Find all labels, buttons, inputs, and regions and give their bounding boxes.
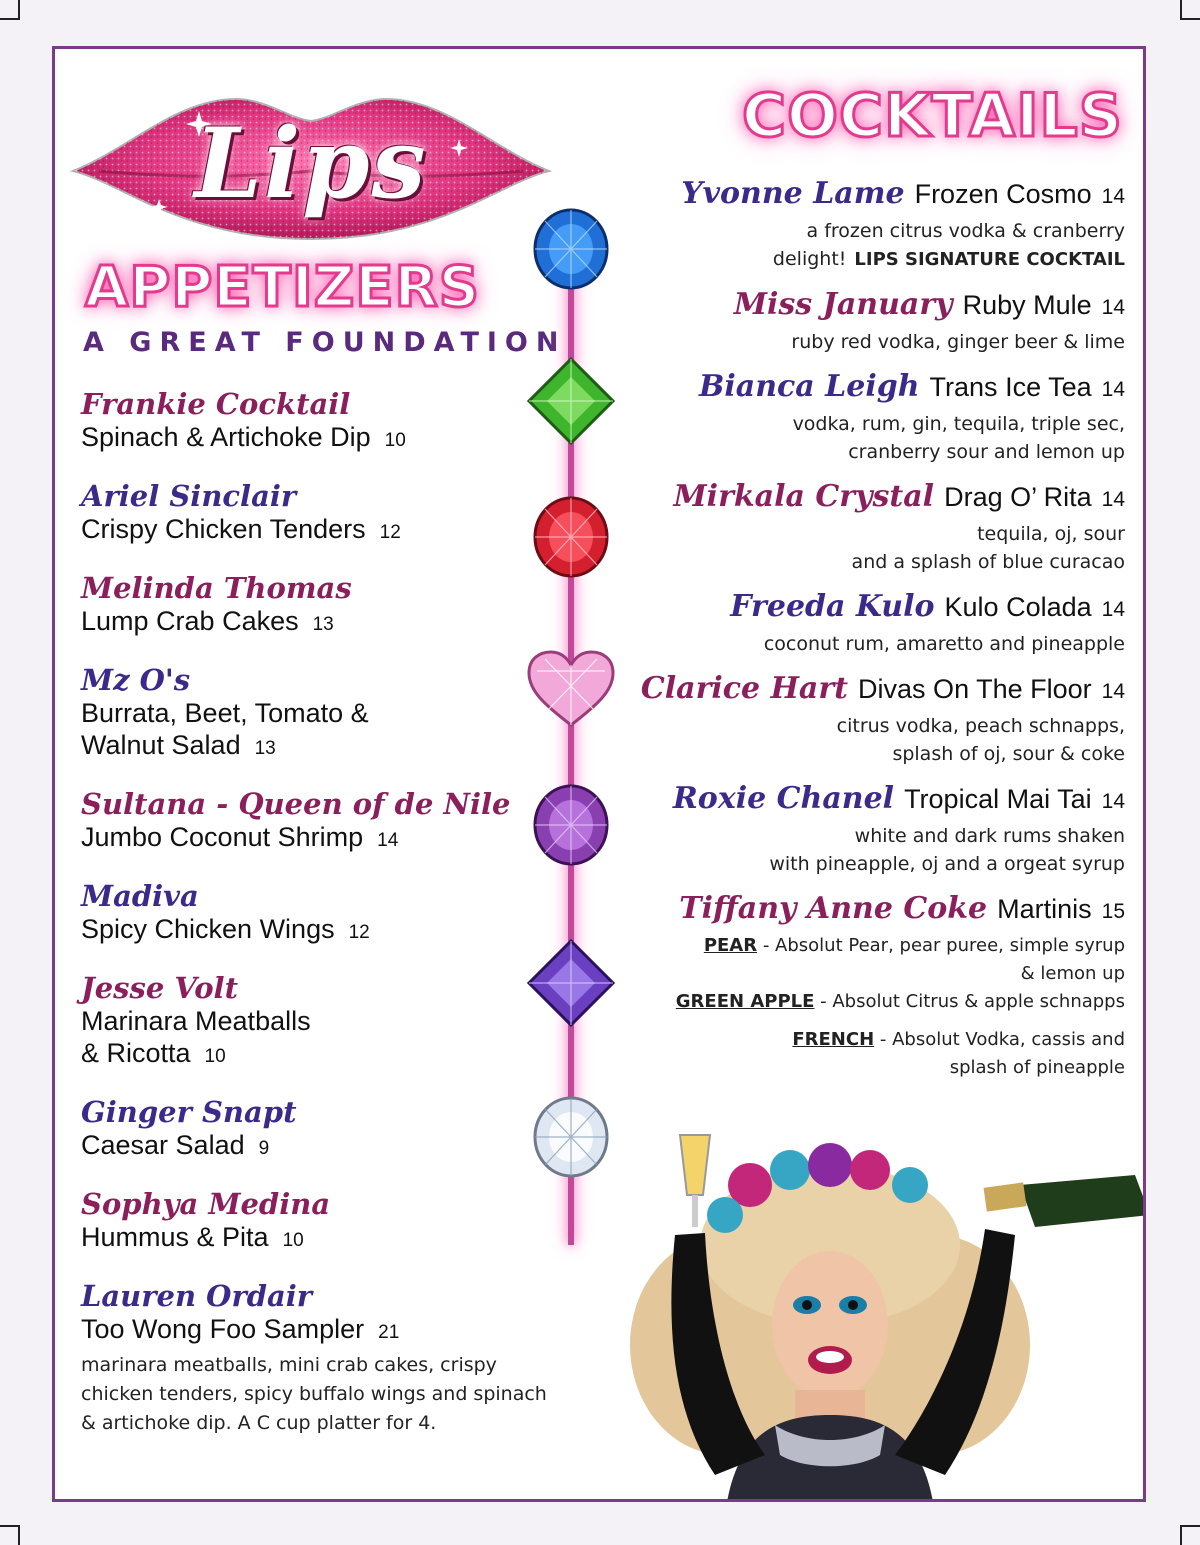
appetizers-list — [81, 387, 561, 1460]
drink-description: citrus vodka, peach schnapps, — [836, 715, 1125, 737]
cocktail-heading — [585, 780, 1125, 822]
dish-name — [81, 513, 561, 549]
drink-description: tequila, oj, sour — [977, 523, 1125, 545]
drink-price: 14 — [1101, 378, 1125, 401]
dish-price: 21 — [378, 1322, 400, 1343]
queen-name: Ginger Snapt — [81, 1095, 297, 1129]
drink-price: 14 — [1101, 680, 1125, 703]
cocktail-heading — [585, 478, 1125, 520]
cocktail-item — [585, 478, 1125, 576]
dish-price: 13 — [254, 738, 276, 759]
appetizer-item — [81, 971, 561, 1073]
appetizer-item — [81, 1279, 561, 1438]
drink-price: 14 — [1101, 790, 1125, 813]
dish-name — [81, 605, 561, 641]
queen-name: Mirkala Crystal — [673, 479, 935, 514]
queen-name: Sophya Medina — [81, 1187, 331, 1221]
dish-label: Too Wong Foo Sampler — [81, 1314, 365, 1344]
queen-name: Mz O's — [81, 663, 191, 697]
drink-description: a frozen citrus vodka & cranberry — [806, 220, 1125, 242]
drink-price: 14 — [1101, 296, 1125, 319]
cocktail-item — [585, 890, 1125, 1082]
drink-description-text: delight! — [772, 248, 847, 270]
drink-name: Ruby Mule — [962, 290, 1092, 320]
queen-name: Bianca Leigh — [699, 369, 920, 404]
cocktail-heading — [585, 670, 1125, 712]
cocktail-item — [585, 175, 1125, 274]
queen-name: Frankie Cocktail — [81, 387, 351, 421]
cocktail-item — [585, 588, 1125, 658]
queen-name: Roxie Chanel — [672, 781, 895, 816]
queen-name: Clarice Hart — [640, 671, 849, 706]
queen-name: Yvonne Lame — [681, 176, 905, 211]
queen-name: Tiffany Anne Coke — [679, 891, 988, 926]
dish-label: Spicy Chicken Wings — [81, 914, 335, 944]
drink-name: Divas On The Floor — [858, 674, 1092, 704]
cocktail-item — [585, 780, 1125, 878]
martini-label: GREEN APPLE — [675, 991, 815, 1012]
queen-name: Lauren Ordair — [81, 1279, 313, 1313]
crop-mark-top-left — [0, 0, 20, 20]
dish-price: 12 — [348, 922, 370, 943]
drink-price: 14 — [1101, 598, 1125, 621]
martini-option — [585, 1026, 1125, 1054]
martini-text: - Absolut Vodka, cassis and — [874, 1029, 1125, 1050]
logo-wordmark: Lips — [194, 107, 428, 220]
cocktail-heading — [585, 175, 1125, 217]
dish-name — [81, 821, 561, 857]
appetizer-item — [81, 663, 561, 765]
martini-text: - Absolut Pear, pear puree, simple syrup — [757, 935, 1125, 956]
martini-option-line2: & lemon up — [1020, 963, 1125, 984]
martini-label: FRENCH — [792, 1029, 875, 1050]
drink-price: 14 — [1101, 185, 1125, 208]
dish-name-line2 — [81, 1037, 561, 1073]
cocktail-item — [585, 286, 1125, 356]
menu-sheet — [52, 46, 1146, 1502]
drink-name: Martinis — [997, 894, 1092, 924]
dish-price: 10 — [204, 1046, 226, 1067]
dish-price: 10 — [282, 1230, 304, 1251]
drink-description: vodka, rum, gin, tequila, triple sec, — [792, 413, 1125, 435]
crop-mark-bottom-right — [1180, 1525, 1200, 1545]
dish-name: Marinara Meatballs — [81, 1006, 311, 1036]
appetizer-item — [81, 387, 561, 457]
martini-option — [585, 932, 1125, 960]
champagne-bottle-icon — [984, 1175, 1146, 1227]
cocktail-heading — [585, 890, 1125, 932]
crop-mark-top-right — [1180, 0, 1200, 20]
signature-badge: LIPS SIGNATURE COCKTAIL — [854, 249, 1125, 270]
drink-description: coconut rum, amaretto and pineapple — [763, 633, 1125, 655]
cocktails-list — [585, 175, 1125, 1094]
cocktail-heading — [585, 286, 1125, 328]
martini-option — [585, 988, 1125, 1016]
dish-name-line2 — [81, 729, 561, 765]
cocktail-item — [585, 368, 1125, 466]
appetizers-heading: APPETIZERS — [85, 255, 481, 320]
dish-name — [81, 421, 561, 457]
drink-description: ruby red vodka, ginger beer & lime — [791, 331, 1125, 353]
dish-label: Crispy Chicken Tenders — [81, 514, 366, 544]
lips-logo — [69, 79, 553, 249]
dish-price: 13 — [312, 614, 334, 635]
queen-name: Ariel Sinclair — [81, 479, 297, 513]
dish-price: 12 — [379, 522, 401, 543]
dish-label: Jumbo Coconut Shrimp — [81, 822, 364, 852]
appetizer-item — [81, 787, 561, 857]
dish-price: 9 — [258, 1138, 270, 1159]
drink-description-line2 — [585, 245, 1125, 274]
queen-name: Sultana - Queen of de Nile — [81, 787, 511, 821]
crop-mark-bottom-left — [0, 1525, 20, 1545]
dish-label: & Ricotta — [81, 1038, 191, 1068]
drink-name: Kulo Colada — [944, 592, 1092, 622]
appetizer-item — [81, 571, 561, 641]
cocktail-heading — [585, 588, 1125, 630]
dish-label: Hummus & Pita — [81, 1222, 269, 1252]
drink-description-line2: cranberry sour and lemon up — [848, 441, 1125, 463]
drink-name: Trans Ice Tea — [929, 372, 1092, 402]
appetizer-item — [81, 1095, 561, 1165]
champagne-glass-icon — [680, 1135, 710, 1227]
drink-name: Drag O’ Rita — [944, 482, 1092, 512]
dish-label: Lump Crab Cakes — [81, 606, 299, 636]
queen-name: Miss January — [733, 287, 953, 322]
appetizers-subtitle: A GREAT FOUNDATION — [83, 327, 567, 358]
martini-option-line2: splash of pineapple — [949, 1057, 1125, 1078]
appetizer-item — [81, 879, 561, 949]
dish-name — [81, 1313, 561, 1349]
cocktails-heading: COCKTAILS — [741, 81, 1123, 151]
drink-description-line2: and a splash of blue curacao — [851, 551, 1125, 573]
dish-name — [81, 913, 561, 949]
queen-name: Melinda Thomas — [81, 571, 352, 605]
dish-name: Burrata, Beet, Tomato & — [81, 698, 369, 728]
dish-label: Caesar Salad — [81, 1130, 245, 1160]
drink-description-line2: splash of oj, sour & coke — [892, 743, 1125, 765]
cocktail-item — [585, 670, 1125, 768]
appetizer-item — [81, 1187, 561, 1257]
drink-description: white and dark rums shaken — [854, 825, 1125, 847]
drag-queen-illustration — [575, 1115, 1146, 1502]
cocktail-heading — [585, 368, 1125, 410]
drink-price: 14 — [1101, 488, 1125, 511]
dish-name — [81, 1221, 561, 1257]
dish-label: Walnut Salad — [81, 730, 241, 760]
dish-name — [81, 1129, 561, 1165]
appetizer-item — [81, 479, 561, 549]
martini-label: PEAR — [703, 935, 758, 956]
drink-price: 15 — [1101, 900, 1125, 923]
queen-name: Freeda Kulo — [730, 589, 935, 624]
martini-text: - Absolut Citrus & apple schnapps — [814, 991, 1125, 1012]
dish-description: marinara meatballs, mini crab cakes, crispy chicken tenders, spicy buffalo wings and spinach & artichoke dip. A C cup platter for 4. — [81, 1354, 547, 1434]
queen-name: Jesse Volt — [81, 971, 238, 1005]
drink-name: Tropical Mai Tai — [904, 784, 1092, 814]
dish-label: Spinach & Artichoke Dip — [81, 422, 371, 452]
drink-name: Frozen Cosmo — [914, 179, 1092, 209]
dish-price: 14 — [377, 830, 399, 851]
queen-name: Madiva — [81, 879, 199, 913]
drink-description-line2: with pineapple, oj and a orgeat syrup — [769, 853, 1125, 875]
dish-price: 10 — [384, 430, 406, 451]
